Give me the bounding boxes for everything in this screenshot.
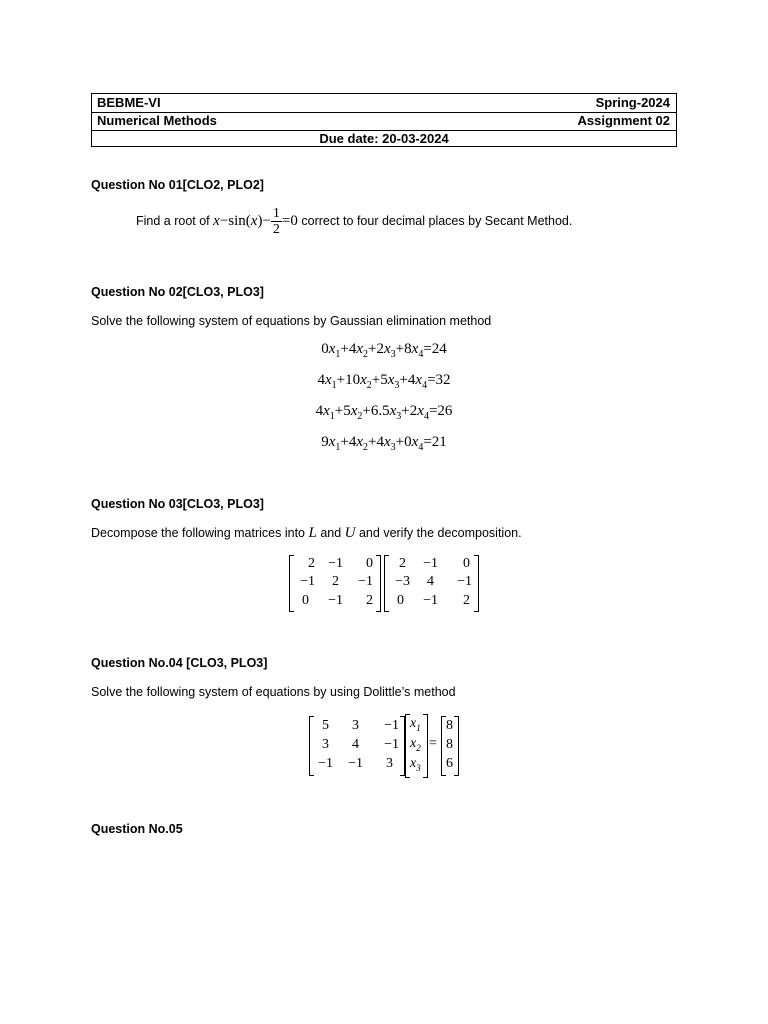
- rhs-vector: [441, 716, 459, 776]
- vector-cell: $x_3$: [410, 756, 421, 773]
- matrix-cell: 3: [352, 718, 359, 733]
- question-4-title: Question No.04 [CLO3, PLO3]: [91, 656, 268, 670]
- matrix-cell: 3: [322, 737, 329, 752]
- question-1-text: [136, 206, 572, 237]
- question-3-title: Question No 03[CLO3, PLO3]: [91, 497, 264, 511]
- header-table: [91, 93, 677, 147]
- matrix-cell: 0: [302, 593, 309, 608]
- matrix-cell: 5: [322, 718, 329, 733]
- matrix-cell: −1: [318, 756, 333, 771]
- matrix-a: [289, 555, 381, 612]
- equals-sign: =: [429, 736, 437, 751]
- matrix-cell: −1: [423, 593, 438, 608]
- matrix-b: [384, 555, 479, 612]
- vector-cell: 6: [446, 756, 453, 771]
- matrix-cell: −1: [384, 737, 399, 752]
- matrix-cell: −1: [328, 556, 343, 571]
- matrix-cell: −1: [423, 556, 438, 571]
- matrix-cell: 0: [397, 593, 404, 608]
- matrix-bracket: [423, 714, 428, 778]
- coefficient-matrix: [309, 716, 405, 776]
- matrix-cell: 0: [366, 556, 373, 571]
- question-1-equation: x−sin(x)− $\frac{1}{2}$ =0: [213, 206, 298, 237]
- matrix-U-symbol: U: [344, 525, 356, 541]
- vector-cell: $x_2$: [410, 736, 421, 753]
- matrix-cell: 3: [386, 756, 393, 771]
- course-code: BEBME-VI: [97, 95, 161, 110]
- question-1-title: Question No 01[CLO2, PLO2]: [91, 178, 264, 192]
- matrix-cell: −1: [300, 574, 315, 589]
- header-row-1: [92, 94, 676, 112]
- equation-1: $0x_1+4x_2+2x_3+8x_4=24$: [321, 341, 447, 360]
- matrix-bracket: [454, 716, 459, 776]
- equation-4: $9x_1+4x_2+4x_3+0x_4=21$: [321, 434, 447, 453]
- matrix-cell: −1: [358, 574, 373, 589]
- question-3-instruction: [91, 525, 522, 542]
- question-5-title: Question No.05: [91, 822, 183, 836]
- variable-vector: [405, 714, 428, 778]
- equation-3: $4x_1+5x_2+6.5x_3+2x_4=26$: [315, 403, 453, 422]
- matrix-cell: 2: [463, 593, 470, 608]
- matrix-cell: 4: [352, 737, 359, 752]
- question-2-title: Question No 02[CLO3, PLO3]: [91, 285, 264, 299]
- course-name: Numerical Methods: [97, 113, 217, 128]
- matrix-cell: −1: [328, 593, 343, 608]
- matrix-cell: 2: [366, 593, 373, 608]
- question-3-post: and verify the decomposition.: [358, 526, 522, 540]
- matrix-L-symbol: L: [308, 525, 317, 541]
- matrix-cell: 4: [427, 574, 434, 589]
- header-row-2: [92, 112, 676, 130]
- matrix-cell: 2: [399, 556, 406, 571]
- question-3-and: and: [320, 526, 342, 540]
- vector-cell: 8: [446, 737, 453, 752]
- question-1-prefix: Find a root of: [136, 213, 210, 228]
- matrix-bracket: [376, 555, 381, 612]
- equation-2: $4x_1+10x_2+5x_3+4x_4=32$: [317, 372, 451, 391]
- question-2-instruction: Solve the following system of equations by Gaussian elimination method: [91, 314, 492, 328]
- matrix-bracket: [474, 555, 479, 612]
- due-date: Due date: 20-03-2024: [319, 131, 449, 146]
- vector-cell: $x_1$: [410, 716, 421, 733]
- semester: Spring-2024: [595, 95, 670, 110]
- matrix-cell: −1: [384, 718, 399, 733]
- matrix-cell: 0: [463, 556, 470, 571]
- matrix-cell: −1: [348, 756, 363, 771]
- question-3-pre: Decompose the following matrices into: [91, 526, 305, 540]
- assignment-number: Assignment 02: [577, 113, 670, 128]
- matrix-cell: −3: [395, 574, 410, 589]
- header-row-3: [92, 130, 676, 148]
- matrix-cell: 2: [308, 556, 315, 571]
- question-4-instruction: Solve the following system of equations by using Dolittle’s method: [91, 685, 456, 699]
- vector-cell: 8: [446, 718, 453, 733]
- matrix-cell: −1: [457, 574, 472, 589]
- question-1-suffix: correct to four decimal places by Secant Method.: [301, 213, 573, 228]
- matrix-cell: 2: [332, 574, 339, 589]
